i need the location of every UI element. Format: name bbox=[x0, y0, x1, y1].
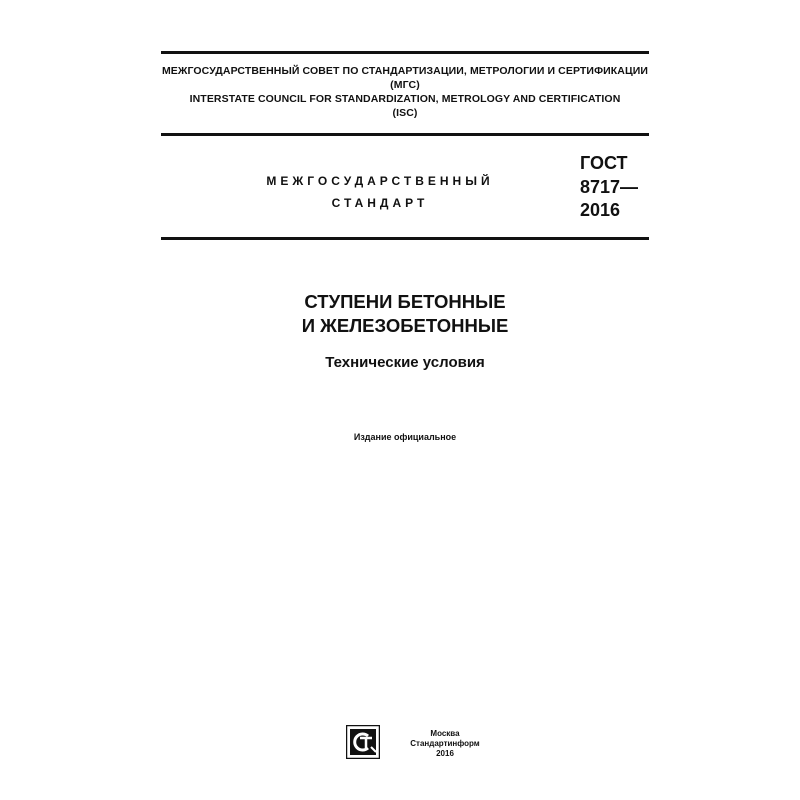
gost-designation bbox=[580, 152, 638, 223]
council-header bbox=[161, 64, 649, 120]
document-title bbox=[161, 290, 649, 338]
publisher-imprint bbox=[390, 729, 500, 759]
gost-year: 2016 bbox=[580, 200, 621, 220]
gost-number: 8717— bbox=[580, 176, 639, 197]
publisher-name: Стандартинформ bbox=[410, 739, 480, 748]
top-divider bbox=[161, 51, 649, 54]
standartinform-logo-icon bbox=[346, 725, 380, 759]
designation-divider bbox=[161, 237, 649, 240]
document-subtitle: Технические условия bbox=[325, 354, 485, 371]
standard-type-line1: МЕЖГОСУДАРСТВЕННЫЙ bbox=[266, 174, 494, 188]
publisher-year: 2016 bbox=[436, 749, 454, 758]
council-name-en: INTERSTATE COUNCIL FOR STANDARDIZATION, METROLOGY AND CERTIFICATION bbox=[189, 93, 621, 105]
council-abbr-en: (ISC) bbox=[392, 107, 418, 119]
standard-type bbox=[230, 170, 530, 214]
gost-label: ГОСТ bbox=[580, 153, 628, 173]
council-abbr-ru: (МГС) bbox=[390, 79, 420, 91]
title-line2: И ЖЕЛЕЗОБЕТОННЫЕ bbox=[301, 315, 509, 336]
publisher-city: Москва bbox=[430, 729, 460, 738]
council-name-ru: МЕЖГОСУДАРСТВЕННЫЙ СОВЕТ ПО СТАНДАРТИЗАЦИИ, МЕТРОЛОГИИ И СЕРТИФИКАЦИИ bbox=[161, 65, 649, 77]
header-divider bbox=[161, 133, 649, 136]
standard-type-line2: СТАНДАРТ bbox=[331, 196, 429, 210]
edition-note: Издание официальное bbox=[353, 432, 457, 442]
title-line1: СТУПЕНИ БЕТОННЫЕ bbox=[304, 291, 506, 312]
